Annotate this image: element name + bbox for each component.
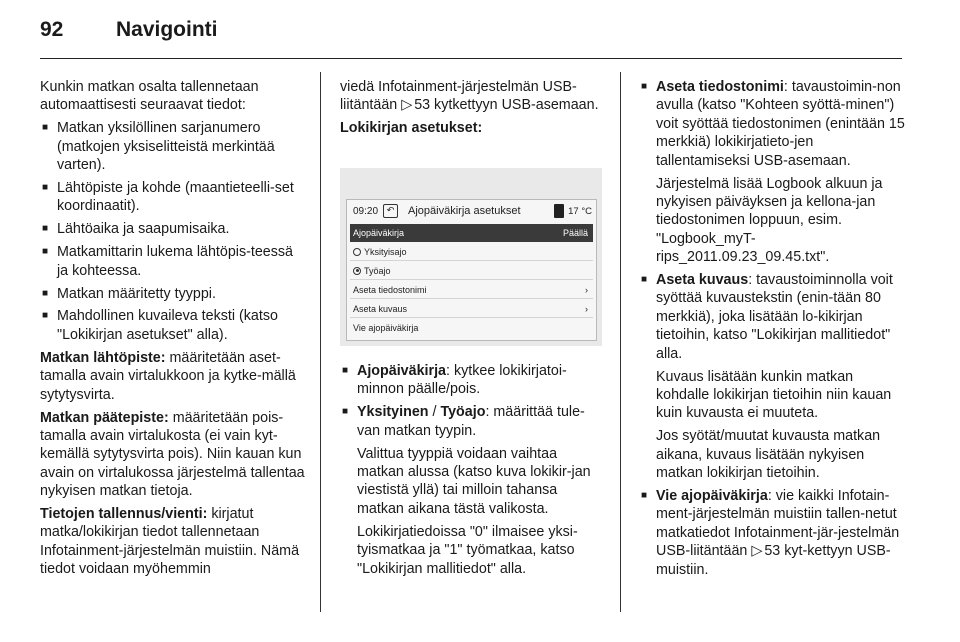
indented-paragraph: Valittua tyyppiä voidaan vaihtaa matkan alussa (katso kuva lokikir-jan viestistä yllä) tai milloin tahansa matkan aikana tästä valikosta. — [357, 445, 591, 517]
term-ref: 53 kyt-kettyyn USB-muistiin. — [656, 543, 891, 578]
page-ref-arrow-icon: ▷ — [751, 543, 763, 560]
menu-item-set-description[interactable] — [350, 300, 593, 318]
continued-text — [340, 78, 605, 115]
menu-item-logbook[interactable] — [350, 224, 593, 242]
list-item: ■ Mahdollinen kuvaileva teksti (katso "Lokikirjan asetukset" alla). — [40, 307, 306, 344]
indented-paragraph: Jos syötät/muutat kuvausta matkan aikana, kuvaus lisätään nykyisen matkan lokikirjan tietoihin. — [656, 428, 881, 482]
term-heading: Työajo — [440, 404, 486, 421]
term-text: : määrittää tule-van matkan tyypin. — [357, 404, 585, 439]
record-paragraph — [40, 505, 306, 579]
menu-item-value: Päällä — [562, 228, 588, 238]
start-point-text: määritetään aset-tamalla avain virtalukkoon ja kytke-mällä sytytysvirta. — [40, 349, 296, 403]
screen-status-bar — [347, 200, 598, 222]
menu-item-export-logbook[interactable] — [350, 319, 593, 337]
end-point-text: määritetään pois-tamalla avain virtalukosta (ei vain kyt-kemällä sytytysvirta pois). Niin kauan kun avain on virtalukossa järjestelmä tallentaa nykyisen matkan tietoja. — [40, 409, 305, 500]
list-item: ■ Lähtöpiste ja kohde (maantieteelli-set koordinaatit). — [40, 179, 306, 216]
screen-temperature: 17 °C — [568, 205, 592, 217]
chevron-right-icon: › — [585, 303, 588, 314]
section-heading: Lokikirjan asetukset: — [340, 120, 483, 137]
column-divider — [620, 72, 621, 612]
page-number: 92 — [40, 18, 64, 41]
term-text: : kytkee lokikirjatoi-minnon päälle/pois. — [357, 363, 567, 398]
list-item: ■ Matkan yksilöllinen sarjanumero (matkojen yksiselitteistä merkintää varten). — [40, 119, 306, 174]
term-heading: Ajopäiväkirja — [357, 363, 446, 379]
column-divider — [320, 72, 321, 612]
back-icon[interactable]: ↶ — [383, 204, 398, 218]
page-ref-arrow-icon: ▷ — [401, 97, 413, 114]
infotainment-screen-figure — [340, 168, 602, 346]
list-item-export-logbook — [639, 487, 905, 579]
end-point-heading: Matkan päätepiste: — [40, 409, 169, 426]
continued-text-start: viedä Infotainment-järjestelmän USB-liitäntään — [340, 79, 577, 114]
header-rule — [40, 58, 902, 59]
term-heading: Aseta tiedostonimi — [656, 79, 784, 95]
thermometer-icon — [554, 204, 564, 218]
menu-item-private-trip[interactable] — [350, 243, 593, 261]
column-2 — [340, 78, 605, 142]
column-2-lower — [340, 362, 605, 582]
list-item-set-filename — [639, 78, 905, 170]
column-1 — [40, 78, 306, 583]
term-heading: Yksityinen — [357, 404, 429, 421]
list-item: ■ Lähtöaika ja saapumisaika. — [40, 220, 306, 238]
term-text: : tavaustoiminnolla voit syöttää kuvaustekstin (enin-tään 80 merkkiä), joka lisätään lo-kikirjan tietoihin, katso "Lokikirjan mallitiedot" alla. — [656, 272, 893, 362]
record-heading: Tietojen tallennus/vienti: — [40, 506, 208, 523]
list-item-trip-type — [340, 403, 605, 440]
column-3 — [639, 78, 905, 584]
screen-title: Ajopäiväkirja asetukset — [408, 205, 521, 217]
radio-on-icon — [353, 267, 361, 275]
menu-item-label: Aseta kuvaus — [353, 303, 408, 314]
term-text: : vie kaikki Infotain-ment-järjestelmän muistiin tallen-netut matkatiedot Infotainment-jär-jestelmän USB-liitäntään — [656, 488, 900, 560]
menu-item-label: Työajo — [364, 265, 391, 276]
menu-item-label: Vie ajopäiväkirja — [353, 323, 419, 333]
radio-off-icon — [353, 248, 361, 256]
menu-item-label: Aseta tiedostonimi — [353, 284, 427, 295]
term-heading: Vie ajopäiväkirja — [656, 488, 768, 505]
indented-paragraph: Järjestelmä lisää Logbook alkuun ja nykyisen päiväyksen ja kellona-jan tiedostonimen loppuun, esim. "Logbook_myT-rips_2011.09.23_09.45.txt". — [656, 175, 883, 266]
list-item: ■ Matkan määritetty tyyppi. — [40, 285, 306, 303]
indented-paragraph: Kuvaus lisätään kunkin matkan kohdalle lokikirjan tietoihin niin kauan kuin kuvausta ei muuteta. — [656, 368, 892, 422]
start-point-heading: Matkan lähtöpiste: — [40, 349, 166, 366]
intro-text: Kunkin matkan osalta tallennetaan automaattisesti seuraavat tiedot: — [40, 79, 259, 114]
indented-paragraph: Lokikirjatiedoissa "0" ilmaisee yksi-tyismatkaa ja "1" työmatkaa, katso "Lokikirjan mallitiedot" alla. — [357, 523, 578, 577]
term-text: : tavaustoimin-non avulla (katso "Kohteen syöttä-minen") voit syöttää tiedostonimen (enintään 15 merkkiä) lokikirjatieto-jen tallentamiseksi USB-asemaan. — [656, 79, 905, 169]
screen-clock: 09:20 — [353, 205, 379, 217]
list-item-set-description — [639, 271, 905, 363]
term-separator: / — [428, 404, 441, 421]
start-point-paragraph — [40, 349, 306, 404]
record-text: kirjatut matka/lokikirjan tiedot tallennetaan Infotainment-järjestelmän muistiin. Nämä tiedot voidaan myöhemmin — [40, 506, 300, 578]
infotainment-screen — [346, 199, 597, 341]
menu-item-business-trip[interactable] — [350, 262, 593, 280]
list-item: ■ Matkamittarin lukema lähtöpis-teessä ja kohteessa. — [40, 243, 306, 280]
chevron-right-icon: › — [585, 284, 588, 295]
list-item-logbook — [340, 362, 605, 399]
menu-item-set-filename[interactable] — [350, 281, 593, 299]
menu-item-label: Ajopäiväkirja — [353, 228, 405, 238]
end-point-paragraph — [40, 409, 306, 501]
page-title: Navigointi — [116, 18, 218, 41]
page-header — [40, 18, 218, 48]
menu-item-label: Yksityisajo — [364, 246, 407, 257]
term-heading: Aseta kuvaus — [656, 272, 749, 289]
continued-text-ref: 53 kytkettyyn USB-asemaan. — [414, 97, 599, 114]
